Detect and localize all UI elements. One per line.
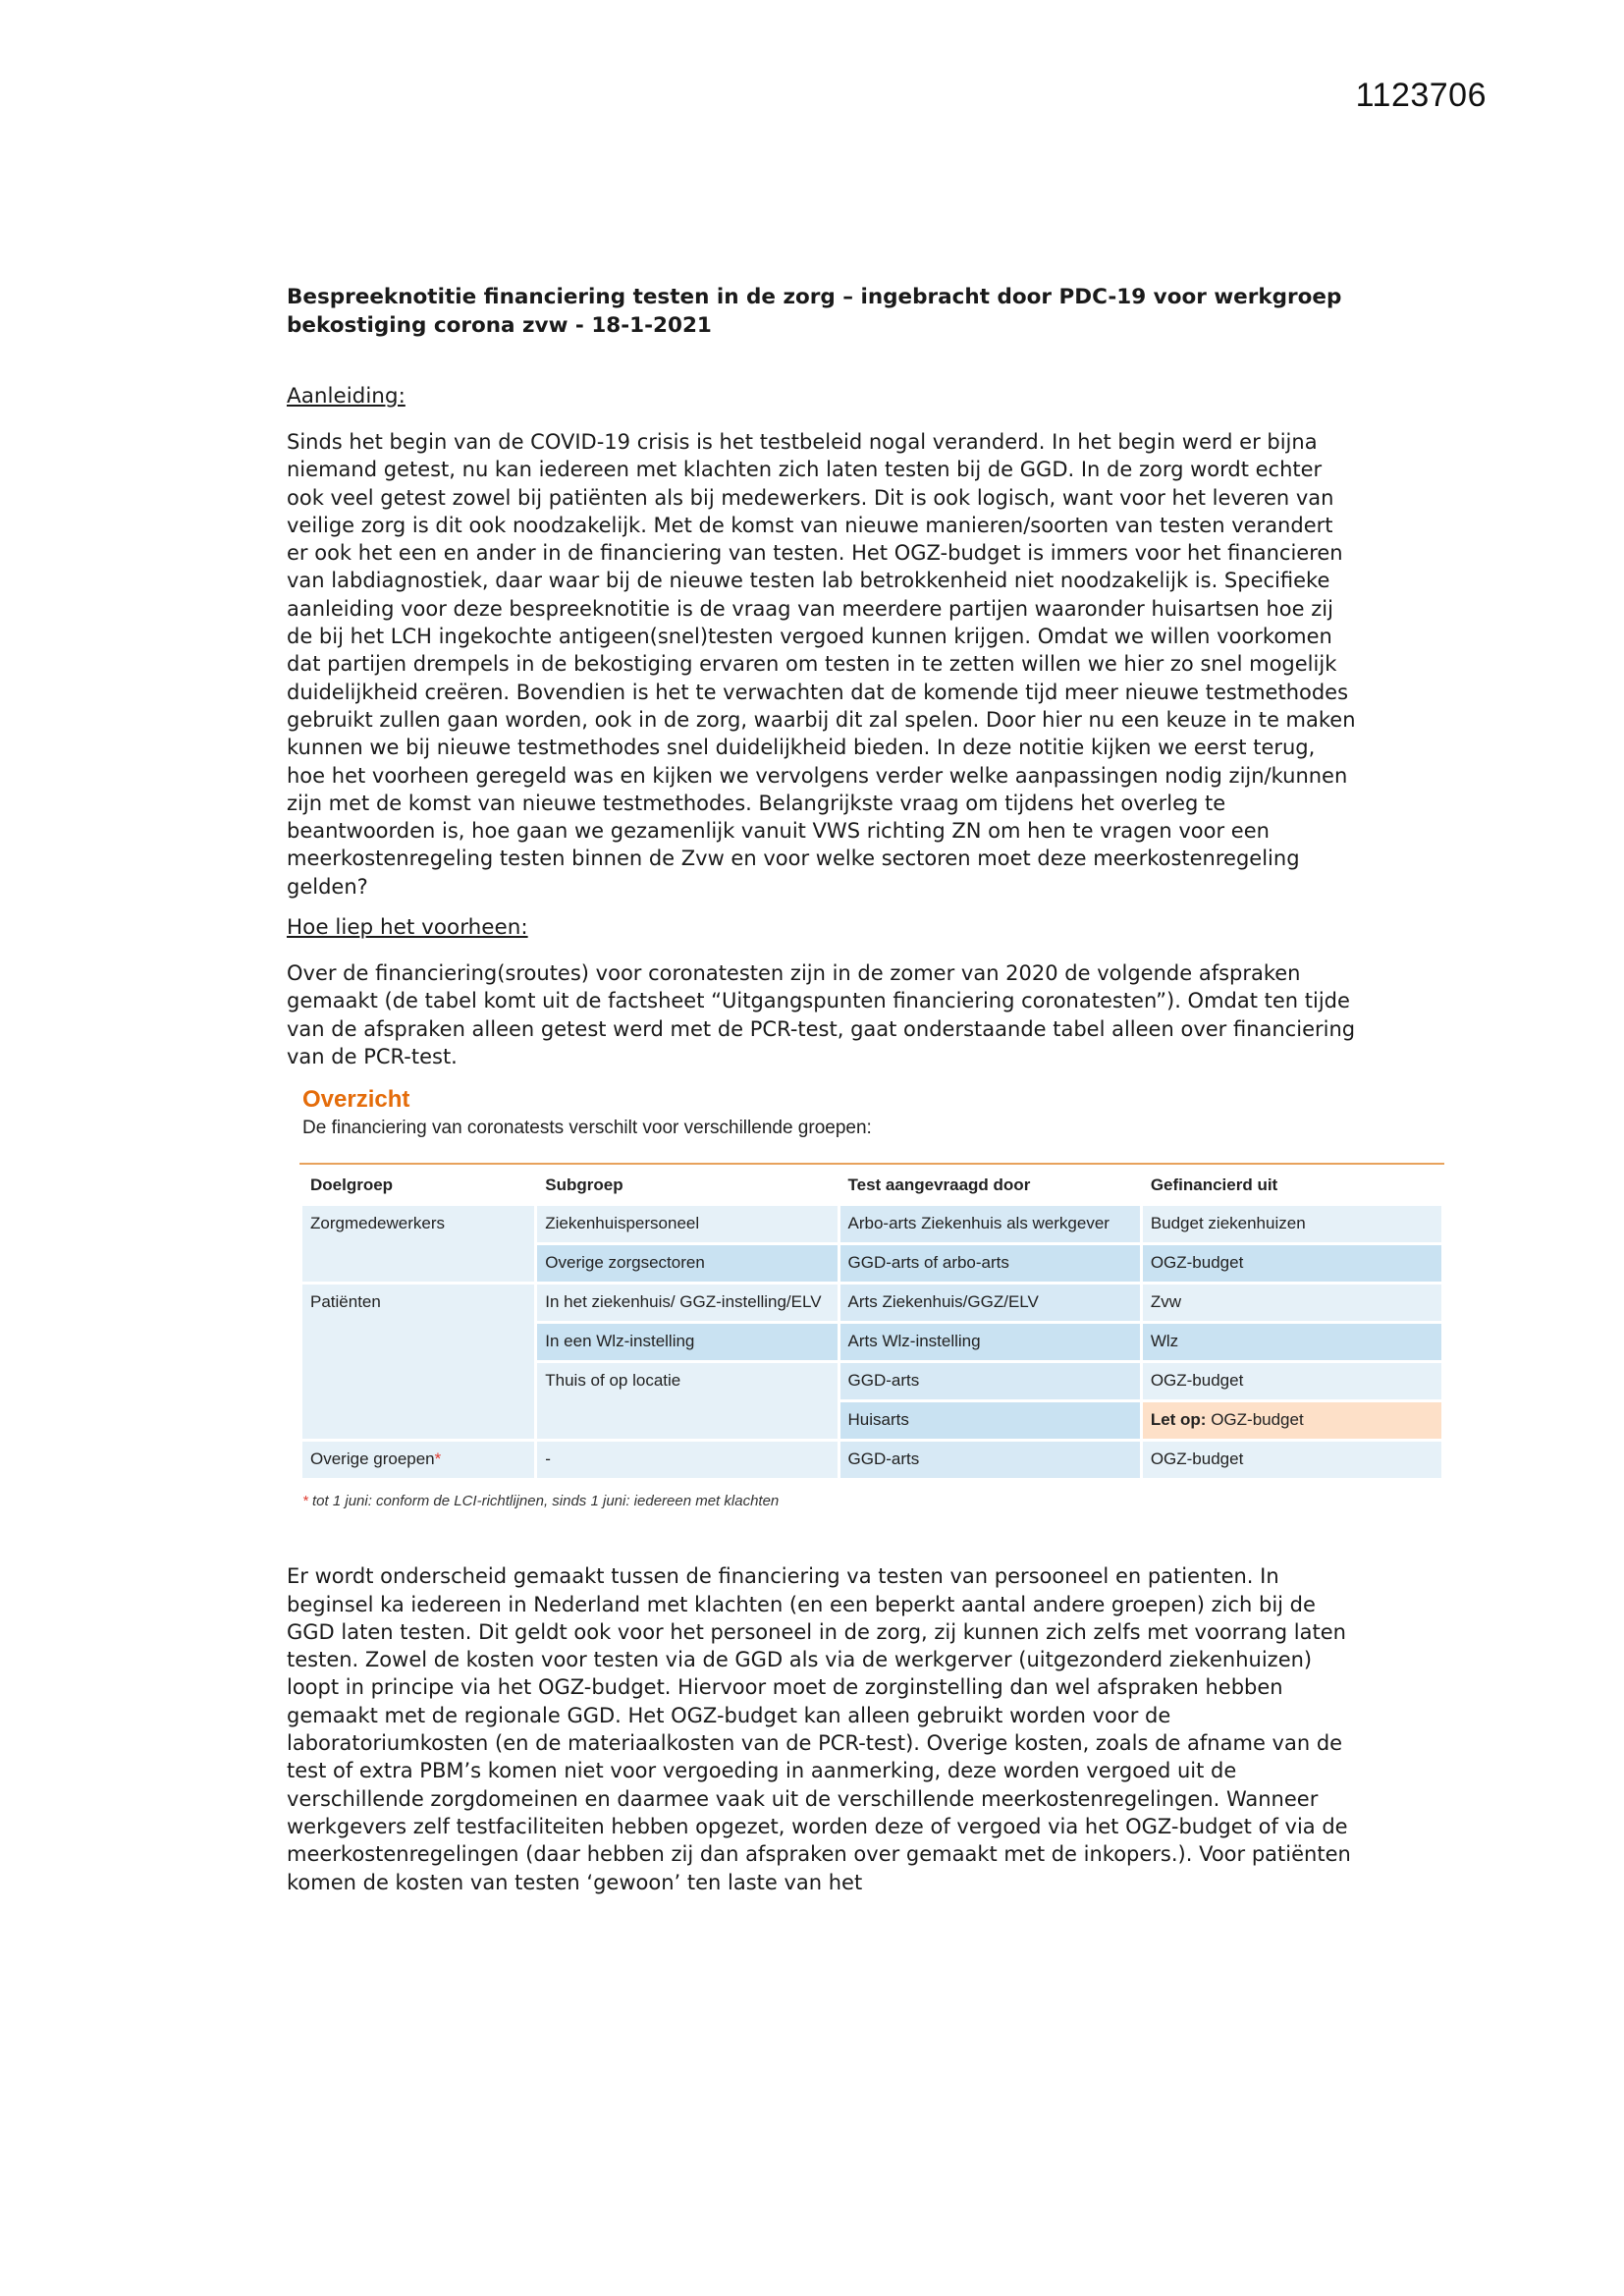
table-cell: Arts Wlz-instelling [840, 1324, 1140, 1360]
column-header: Doelgroep [302, 1168, 534, 1203]
paragraph-voorheen: Over de financiering(sroutes) voor coronatesten zijn in de zomer van 2020 de volgende afspraken gemaakt (de tabel komt uit de factsheet “Uitgangspunten financiering coronatesten”). Omdat ten tijde van de afspraken alleen getest werd met de PCR-test, gaat onderstaande tabel alleen over financiering van de PCR-test. [287, 961, 1356, 1068]
table-cell: OGZ-budget [1143, 1245, 1441, 1282]
group-label: Overige groepen [310, 1449, 435, 1469]
table-cell: Patiënten [302, 1285, 534, 1439]
section-heading-voorheen: Hoe liep het voorheen: [287, 915, 528, 941]
asterisk: * [302, 1493, 308, 1510]
note-value: OGZ-budget [1211, 1410, 1304, 1430]
footnote-text: tot 1 juni: conform de LCI-richtlijnen, sinds 1 juni: iedereen met klachten [312, 1493, 780, 1510]
table-row [302, 1285, 1441, 1321]
table-header-row [302, 1168, 1441, 1203]
table-cell: OGZ-budget [1143, 1442, 1441, 1478]
table-cell-note [1143, 1402, 1441, 1439]
financing-table [299, 1163, 1444, 1481]
table-cell: In het ziekenhuis/ GGZ-instelling/ELV [537, 1285, 837, 1321]
table-cell: Huisarts [840, 1402, 1140, 1439]
table-cell: In een Wlz-instelling [537, 1324, 837, 1360]
overview-subtitle: De financiering van coronatests verschilt voor verschillende groepen: [302, 1118, 872, 1139]
document-number: 1123706 [1355, 77, 1487, 114]
table-cell: Overige zorgsectoren [537, 1245, 837, 1282]
table-cell: - [537, 1442, 837, 1478]
overview-figure [287, 1086, 1357, 1509]
column-header: Gefinancierd uit [1143, 1168, 1441, 1203]
table-cell: Thuis of op locatie [537, 1363, 837, 1439]
table-cell: Arbo-arts Ziekenhuis als werkgever [840, 1206, 1140, 1242]
column-header: Test aangevraagd door [840, 1168, 1140, 1203]
overview-title: Overzicht [302, 1086, 410, 1114]
section-heading-aanleiding: Aanleiding: [287, 384, 406, 409]
column-header: Subgroep [537, 1168, 837, 1203]
table-cell: Arts Ziekenhuis/GGZ/ELV [840, 1285, 1140, 1321]
table-cell [302, 1442, 534, 1478]
table-row [302, 1206, 1441, 1242]
table-cell: Ziekenhuispersoneel [537, 1206, 837, 1242]
table-cell: Zorgmedewerkers [302, 1206, 534, 1282]
document-body [287, 283, 1357, 1910]
table-row [302, 1442, 1441, 1478]
table-cell: OGZ-budget [1143, 1363, 1441, 1399]
table-cell: GGD-arts [840, 1363, 1140, 1399]
document-title: Bespreeknotitie financiering testen in de zorg – ingebracht door PDC-19 voor werkgroep bekostiging corona zvw - 18-1-2021 [287, 285, 1342, 338]
asterisk: * [434, 1449, 442, 1469]
note-label: Let op: [1150, 1410, 1207, 1430]
table-cell: Wlz [1143, 1324, 1441, 1360]
paragraph-aanleiding: Sinds het begin van de COVID-19 crisis is het testbeleid nogal veranderd. In het begin werd er bijna niemand getest, nu kan iedereen met klachten zich laten testen bij de GGD. In de zorg wordt echter ook veel getest zowel bij patiënten als bij medewerkers. Dit is ook logisch, want voor het leveren van veilige zorg is dit ook noodzakelijk. Met de komst van nieuwe manieren/soorten van testen verandert er ook het een en ander in de financiering van testen. Het OGZ-budget is immers voor het financieren van labdiagnostiek, daar waar bij de nieuwe testen lab betrokkenheid niet noodzakelijk is. Specifieke aanleiding voor deze bespreeknotitie is de vraag van meerdere partijen waaronder huisartsen hoe zij de bij het LCH ingekochte antigeen(snel)testen vergoed kunnen krijgen. Omdat we willen voorkomen dat partijen drempels in de bekostiging ervaren om testen in te zetten willen we hier zo snel mogelijk duidelijkheid creëren. Bovendien is het te verwachten dat de komende tijd meer nieuwe testmethodes gebruikt zullen gaan worden, ook in de zorg, waarbij dit zal spelen. Door hier nu een keuze in te maken kunnen we bij nieuwe testmethodes snel duidelijkheid bieden. In deze notitie kijken we eerst terug, hoe het voorheen geregeld was en kijken we vervolgens verder welke aanpassingen nodig zijn/kunnen zijn met de komst van nieuwe testmethodes. Belangrijkste vraag om tijdens het overleg te beantwoorden is, hoe gaan we gezamenlijk vanuit VWS richting ZN om hen te vragen voor een meerkostenregeling testen binnen de Zvw en voor welke sectoren moet deze meerkostenregeling gelden? [287, 430, 1356, 899]
table-cell: Zvw [1143, 1285, 1441, 1321]
paragraph-onderscheid: Er wordt onderscheid gemaakt tussen de financiering va testen van persooneel en patienten. In beginsel ka iedereen in Nederland met klachten (en een beperkt aantal andere groepen) zich bij de GGD laten testen. Dit geldt ook voor het personeel in de zorg, zij kunnen zich zelfs met voorrang laten testen. Zowel de kosten voor testen via de GGD als via de werkgerver (uitgezonderd ziekenhuizen) loopt in principe via het OGZ-budget. Hiervoor moet de zorginstelling dan wel afspraken hebben gemaakt met de regionale GGD. Het OGZ-budget kan alleen gebruikt worden voor de laboratoriumkosten (en de materiaalkosten van de PCR-test). Overige kosten, zoals de afname van de test of extra PBM’s komen niet voor vergoeding in aanmerking, deze worden vergoed uit de verschillende zorgdomeinen en daarmee vaak uit de verschillende meerkostenregelingen. Wanneer werkgevers zelf testfaciliteiten hebben opgezet, worden deze of vergoed via het OGZ-budget of via de meerkostenregelingen (daar hebben zij dan afspraken over gemaakt met de inkopers.). Voor patiënten komen de kosten van testen ‘gewoon’ ten laste van het [287, 1564, 1351, 1894]
table-cell: GGD-arts of arbo-arts [840, 1245, 1140, 1282]
table-footnote [302, 1493, 1357, 1509]
table-cell: GGD-arts [840, 1442, 1140, 1478]
table-cell: Budget ziekenhuizen [1143, 1206, 1441, 1242]
